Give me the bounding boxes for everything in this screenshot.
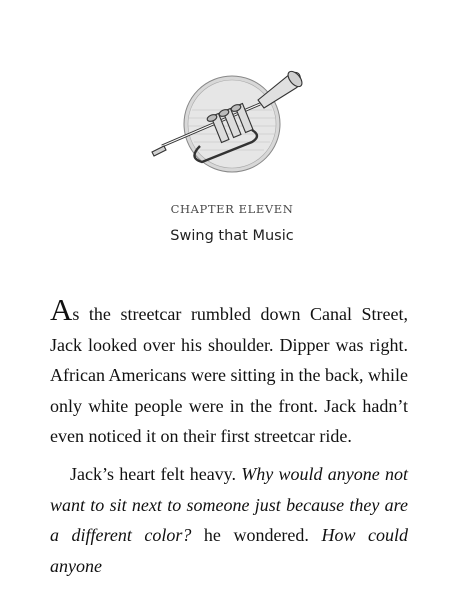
trumpet-illustration bbox=[140, 62, 320, 182]
paragraph-2-italic-1: Why would anyone not want to sit next to someone just because they are a different color? bbox=[50, 463, 408, 546]
paragraph-1-text: s the streetcar rumbled down Canal Street, Jack looked over his shoulder. Dipper was right. African Americans were sitting in the back, while only white people were in the front. Jack hadn’t even noticed it on their first streetcar ride. bbox=[50, 304, 408, 447]
paragraph-2-italic-2: How could anyone bbox=[50, 525, 408, 576]
paragraph-1 bbox=[50, 292, 408, 452]
chapter-title: Swing that Music bbox=[170, 228, 294, 244]
body-text bbox=[50, 292, 408, 581]
paragraph-2-text-2: he wondered. bbox=[191, 525, 322, 546]
drop-cap: A bbox=[50, 292, 73, 327]
paragraph-2-text-1: Jack’s heart felt heavy. bbox=[70, 463, 242, 484]
chapter-number-heading: CHAPTER ELEVEN bbox=[170, 202, 294, 216]
paragraph-2 bbox=[50, 459, 408, 581]
